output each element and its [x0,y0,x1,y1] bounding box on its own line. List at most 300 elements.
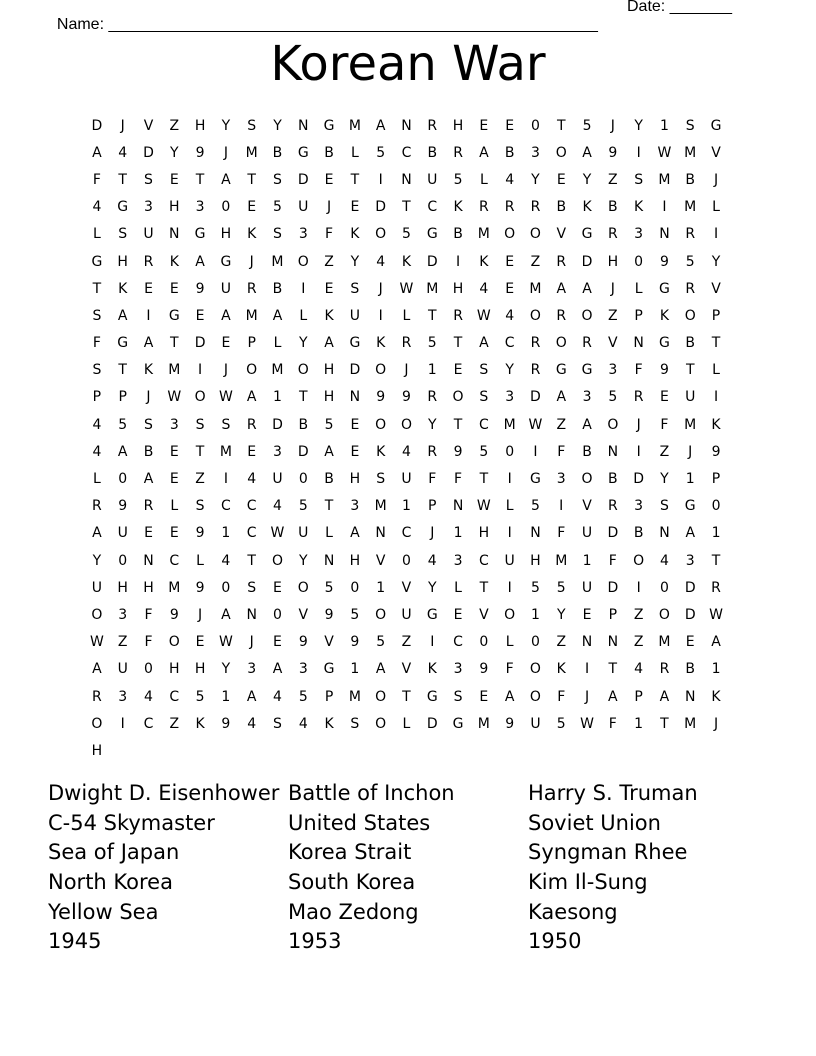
grid-cell[interactable]: O [581,471,593,488]
grid-cell[interactable]: W [399,280,414,297]
grid-cell[interactable]: U [504,552,515,569]
grid-cell[interactable]: C [246,498,257,515]
grid-cell[interactable]: 9 [195,525,205,542]
grid-cell[interactable]: R [427,117,438,134]
grid-cell[interactable]: 3 [298,661,308,678]
grid-cell[interactable]: K [143,362,154,379]
grid-cell[interactable]: E [505,280,515,297]
grid-cell[interactable]: R [143,253,154,270]
grid-cell[interactable]: 3 [634,226,644,243]
grid-cell[interactable]: 4 [247,715,257,732]
grid-cell[interactable]: O [555,335,567,352]
grid-cell[interactable]: I [662,199,667,216]
grid-cell[interactable]: T [195,171,205,188]
grid-cell[interactable]: 0 [659,579,669,596]
grid-cell[interactable]: O [194,389,206,406]
grid-cell[interactable]: V [582,498,592,515]
grid-cell[interactable]: S [350,280,360,297]
grid-cell[interactable]: I [378,307,383,324]
grid-cell[interactable]: D [684,579,696,596]
grid-cell[interactable]: P [247,335,256,352]
grid-cell[interactable]: R [427,389,438,406]
grid-cell[interactable]: T [402,688,411,705]
grid-cell[interactable]: V [711,280,721,297]
grid-cell[interactable]: 3 [530,144,540,161]
grid-cell[interactable]: G [323,661,335,678]
grid-cell[interactable]: B [324,144,334,161]
grid-cell[interactable]: V [143,117,154,134]
grid-cell[interactable]: C [478,552,489,569]
grid-cell[interactable]: I [636,443,641,460]
grid-cell[interactable]: L [505,634,514,651]
grid-cell[interactable]: C [169,688,180,705]
grid-cell[interactable]: H [349,471,361,488]
grid-cell[interactable]: 9 [324,606,334,623]
grid-cell[interactable]: V [556,226,567,243]
grid-cell[interactable]: M [168,362,181,379]
grid-cell[interactable]: T [427,307,437,324]
grid-cell[interactable]: 3 [685,552,695,569]
grid-cell[interactable]: O [504,226,516,243]
grid-cell[interactable]: N [375,525,386,542]
grid-cell[interactable]: O [658,606,670,623]
grid-cell[interactable]: 9 [608,144,618,161]
grid-cell[interactable]: Y [298,335,308,352]
grid-cell[interactable]: 1 [402,498,411,515]
grid-cell[interactable]: Y [92,552,102,569]
grid-cell[interactable]: C [401,144,412,161]
grid-cell[interactable]: 3 [247,661,257,678]
grid-cell[interactable]: 0 [118,471,128,488]
grid-cell[interactable]: K [582,199,592,216]
grid-cell[interactable]: B [298,416,309,433]
grid-cell[interactable]: R [607,498,618,515]
grid-cell[interactable]: V [608,335,618,352]
grid-cell[interactable]: B [685,335,696,352]
grid-cell[interactable]: 4 [144,688,153,705]
grid-cell[interactable]: B [556,199,567,216]
grid-cell[interactable]: 5 [118,416,128,433]
grid-cell[interactable]: H [349,552,361,569]
grid-cell[interactable]: S [479,389,489,406]
grid-cell[interactable]: R [143,498,154,515]
grid-cell[interactable]: R [246,280,257,297]
grid-cell[interactable]: 0 [221,199,231,216]
grid-cell[interactable]: E [195,307,205,324]
grid-cell[interactable]: 4 [221,552,231,569]
grid-cell[interactable]: L [92,226,101,243]
grid-cell[interactable]: N [323,552,335,569]
grid-cell[interactable]: V [324,634,334,651]
grid-cell[interactable]: Z [608,171,618,188]
grid-cell[interactable]: I [713,226,719,243]
grid-cell[interactable]: P [711,307,721,324]
grid-cell[interactable]: T [298,389,308,406]
grid-cell[interactable]: G [659,335,670,352]
grid-cell[interactable]: N [169,226,180,243]
grid-cell[interactable]: V [479,606,489,623]
grid-cell[interactable]: O [529,226,541,243]
grid-cell[interactable]: I [198,362,203,379]
grid-cell[interactable]: A [246,688,257,705]
grid-cell[interactable]: G [91,253,103,270]
grid-cell[interactable]: 4 [376,253,386,270]
grid-cell[interactable]: R [685,226,696,243]
grid-cell[interactable]: 0 [505,443,515,460]
grid-cell[interactable]: A [221,606,231,623]
grid-cell[interactable]: O [297,253,309,270]
grid-cell[interactable]: R [530,199,541,216]
grid-cell[interactable]: 9 [402,389,411,406]
grid-cell[interactable]: G [117,199,129,216]
grid-cell[interactable]: N [607,443,619,460]
grid-cell[interactable]: G [297,144,309,161]
grid-cell[interactable]: 0 [144,661,153,678]
grid-cell[interactable]: B [272,144,283,161]
grid-cell[interactable]: 0 [402,552,411,569]
grid-cell[interactable]: 4 [505,171,515,188]
grid-cell[interactable]: I [507,579,512,596]
grid-cell[interactable]: Y [505,362,514,379]
grid-cell[interactable]: O [400,416,412,433]
grid-cell[interactable]: 5 [376,634,386,651]
grid-cell[interactable]: W [167,389,182,406]
grid-cell[interactable]: Y [531,171,540,188]
grid-cell[interactable]: B [685,661,696,678]
grid-cell[interactable]: A [92,525,102,542]
grid-cell[interactable]: H [169,199,180,216]
grid-cell[interactable]: 5 [479,443,489,460]
grid-cell[interactable]: U [298,199,309,216]
grid-cell[interactable]: A [582,280,592,297]
grid-cell[interactable]: O [375,362,387,379]
grid-cell[interactable]: E [505,253,515,270]
grid-cell[interactable]: C [427,199,438,216]
grid-cell[interactable]: M [684,416,697,433]
grid-cell[interactable]: 4 [505,307,515,324]
grid-cell[interactable]: K [376,335,386,352]
grid-cell[interactable]: T [711,552,721,569]
grid-cell[interactable]: 3 [144,199,153,216]
grid-cell[interactable]: Z [659,443,670,460]
grid-cell[interactable]: G [194,226,206,243]
grid-cell[interactable]: G [426,688,438,705]
grid-cell[interactable]: I [223,471,228,488]
grid-cell[interactable]: L [402,307,411,324]
grid-cell[interactable]: M [684,144,697,161]
grid-cell[interactable]: N [298,117,309,134]
grid-cell[interactable]: 1 [376,579,386,596]
grid-cell[interactable]: 3 [608,362,618,379]
grid-cell[interactable]: 9 [479,661,489,678]
grid-cell[interactable]: J [610,117,615,134]
grid-cell[interactable]: O [375,416,387,433]
grid-cell[interactable]: O [297,579,309,596]
grid-cell[interactable]: G [349,335,361,352]
grid-cell[interactable]: J [610,280,615,297]
grid-cell[interactable]: J [378,280,383,297]
grid-cell[interactable]: R [659,661,670,678]
grid-cell[interactable]: A [92,661,102,678]
grid-cell[interactable]: Y [221,117,231,134]
grid-cell[interactable]: I [507,525,512,542]
grid-cell[interactable]: 1 [221,688,231,705]
grid-cell[interactable]: E [144,525,153,542]
grid-cell[interactable]: 5 [530,579,540,596]
grid-cell[interactable]: Z [169,715,180,732]
grid-cell[interactable]: Z [633,634,644,651]
grid-cell[interactable]: W [657,144,672,161]
grid-cell[interactable]: J [223,144,228,161]
grid-cell[interactable]: S [350,715,360,732]
grid-cell[interactable]: K [711,416,721,433]
grid-cell[interactable]: O [607,416,619,433]
grid-cell[interactable]: M [245,144,258,161]
grid-cell[interactable]: 9 [195,579,205,596]
grid-cell[interactable]: H [452,280,464,297]
grid-cell[interactable]: A [246,389,257,406]
grid-cell[interactable]: A [143,335,154,352]
grid-cell[interactable]: O [504,606,516,623]
grid-cell[interactable]: R [582,335,592,352]
grid-cell[interactable]: P [118,389,127,406]
grid-cell[interactable]: A [375,117,386,134]
grid-cell[interactable]: 1 [273,389,282,406]
grid-cell[interactable]: O [375,606,387,623]
grid-cell[interactable]: M [529,280,542,297]
grid-cell[interactable]: 9 [711,443,721,460]
grid-cell[interactable]: T [608,661,618,678]
grid-cell[interactable]: D [91,117,103,134]
grid-cell[interactable]: 4 [659,552,669,569]
grid-cell[interactable]: 3 [169,416,179,433]
grid-cell[interactable]: O [168,634,180,651]
grid-cell[interactable]: 3 [556,471,566,488]
grid-cell[interactable]: U [530,715,541,732]
grid-cell[interactable]: E [556,171,566,188]
grid-cell[interactable]: Y [582,171,592,188]
grid-cell[interactable]: T [711,335,721,352]
grid-cell[interactable]: G [581,362,593,379]
grid-cell[interactable]: U [349,307,360,324]
grid-cell[interactable]: O [529,688,541,705]
grid-cell[interactable]: D [375,199,387,216]
grid-cell[interactable]: E [169,471,179,488]
grid-cell[interactable]: L [325,525,333,542]
grid-cell[interactable]: O [91,606,103,623]
grid-cell[interactable]: G [659,280,670,297]
grid-cell[interactable]: 3 [273,443,282,460]
grid-cell[interactable]: S [685,117,695,134]
grid-cell[interactable]: E [350,199,360,216]
grid-cell[interactable]: W [218,634,233,651]
grid-cell[interactable]: M [658,171,671,188]
grid-cell[interactable]: 3 [634,498,644,515]
grid-cell[interactable]: D [607,525,619,542]
grid-cell[interactable]: W [528,416,543,433]
grid-cell[interactable]: O [684,307,696,324]
grid-cell[interactable]: E [169,171,179,188]
grid-cell[interactable]: C [220,498,231,515]
grid-cell[interactable]: 4 [273,688,282,705]
grid-cell[interactable]: A [350,525,360,542]
grid-cell[interactable]: 4 [118,144,128,161]
grid-cell[interactable]: F [557,443,566,460]
grid-cell[interactable]: A [479,144,489,161]
grid-cell[interactable]: O [375,688,387,705]
grid-cell[interactable]: Y [427,579,437,596]
grid-cell[interactable]: K [453,199,463,216]
grid-cell[interactable]: M [477,715,490,732]
grid-cell[interactable]: H [452,117,464,134]
grid-cell[interactable]: Y [427,416,437,433]
grid-cell[interactable]: F [454,471,463,488]
grid-cell[interactable]: R [530,362,541,379]
grid-cell[interactable]: 1 [582,552,592,569]
grid-cell[interactable]: O [452,389,464,406]
grid-cell[interactable]: T [685,362,695,379]
grid-cell[interactable]: U [272,471,283,488]
grid-cell[interactable]: B [582,443,592,460]
grid-cell[interactable]: H [117,253,128,270]
grid-cell[interactable]: K [711,688,721,705]
grid-cell[interactable]: E [247,199,257,216]
grid-cell[interactable]: M [348,688,361,705]
grid-cell[interactable]: S [376,471,386,488]
grid-cell[interactable]: 0 [711,498,721,515]
grid-cell[interactable]: L [196,552,204,569]
grid-cell[interactable]: A [375,661,386,678]
grid-cell[interactable]: 4 [298,715,308,732]
grid-cell[interactable]: V [711,144,721,161]
grid-cell[interactable]: A [479,335,489,352]
grid-cell[interactable]: T [479,579,489,596]
grid-cell[interactable]: J [688,443,693,460]
grid-cell[interactable]: J [404,362,409,379]
grid-cell[interactable]: B [453,226,463,243]
grid-cell[interactable]: A [221,307,231,324]
grid-cell[interactable]: S [195,498,205,515]
grid-cell[interactable]: 1 [659,117,669,134]
grid-cell[interactable]: G [684,498,696,515]
grid-cell[interactable]: P [634,688,643,705]
grid-cell[interactable]: K [376,443,386,460]
grid-cell[interactable]: J [146,389,151,406]
grid-cell[interactable]: O [581,307,593,324]
grid-cell[interactable]: E [169,280,179,297]
grid-cell[interactable]: V [375,552,386,569]
grid-cell[interactable]: 5 [427,335,437,352]
grid-cell[interactable]: 5 [376,144,386,161]
grid-cell[interactable]: K [401,253,412,270]
grid-cell[interactable]: N [246,606,257,623]
grid-cell[interactable]: 9 [453,443,463,460]
grid-cell[interactable]: D [684,606,696,623]
grid-cell[interactable]: L [402,715,411,732]
grid-cell[interactable]: J [198,606,203,623]
grid-cell[interactable]: 3 [298,226,308,243]
grid-cell[interactable]: A [324,443,334,460]
grid-cell[interactable]: O [633,552,645,569]
grid-cell[interactable]: R [607,226,618,243]
grid-cell[interactable]: U [117,525,128,542]
grid-cell[interactable]: 5 [608,389,618,406]
grid-cell[interactable]: H [478,525,490,542]
grid-cell[interactable]: J [249,253,254,270]
grid-cell[interactable]: N [659,525,670,542]
grid-cell[interactable]: G [168,307,180,324]
grid-cell[interactable]: I [533,443,538,460]
grid-cell[interactable]: K [634,199,644,216]
grid-cell[interactable]: L [350,144,359,161]
grid-cell[interactable]: H [194,117,206,134]
grid-cell[interactable]: 1 [453,525,463,542]
grid-cell[interactable]: 9 [505,715,515,732]
grid-cell[interactable]: 1 [221,525,231,542]
grid-cell[interactable]: C [504,335,515,352]
grid-cell[interactable]: 9 [169,606,179,623]
grid-cell[interactable]: M [168,579,181,596]
grid-cell[interactable]: O [375,715,387,732]
grid-cell[interactable]: L [299,307,308,324]
grid-cell[interactable]: S [453,688,463,705]
grid-cell[interactable]: V [401,579,412,596]
grid-cell[interactable]: 5 [273,199,282,216]
grid-cell[interactable]: P [608,606,618,623]
grid-cell[interactable]: F [634,362,643,379]
grid-cell[interactable]: E [685,634,695,651]
grid-cell[interactable]: 5 [195,688,205,705]
grid-cell[interactable]: 5 [530,498,540,515]
grid-cell[interactable]: D [297,171,309,188]
grid-cell[interactable]: J [249,634,254,651]
grid-cell[interactable]: A [504,688,515,705]
grid-cell[interactable]: M [348,117,361,134]
grid-cell[interactable]: 0 [634,253,644,270]
grid-cell[interactable]: G [710,117,722,134]
grid-cell[interactable]: Y [170,144,179,161]
grid-cell[interactable]: N [633,335,644,352]
grid-cell[interactable]: U [298,525,309,542]
grid-cell[interactable]: J [223,362,228,379]
grid-cell[interactable]: R [711,579,721,596]
grid-cell[interactable]: M [271,253,284,270]
grid-cell[interactable]: T [170,335,179,352]
grid-cell[interactable]: A [195,253,205,270]
grid-cell[interactable]: 0 [118,552,128,569]
grid-cell[interactable]: B [143,443,154,460]
grid-cell[interactable]: D [607,579,619,596]
grid-cell[interactable]: A [324,335,334,352]
grid-cell[interactable]: W [476,307,491,324]
grid-cell[interactable]: 3 [118,606,128,623]
grid-cell[interactable]: S [659,498,669,515]
grid-cell[interactable]: 3 [350,498,360,515]
grid-cell[interactable]: R [530,335,541,352]
grid-cell[interactable]: H [607,253,619,270]
grid-cell[interactable]: 5 [324,416,334,433]
grid-cell[interactable]: H [323,389,335,406]
grid-cell[interactable]: U [401,606,412,623]
grid-cell[interactable]: F [92,171,101,188]
grid-cell[interactable]: G [220,253,232,270]
grid-cell[interactable]: M [658,634,671,651]
grid-cell[interactable]: A [272,661,283,678]
grid-cell[interactable]: I [584,661,590,678]
grid-cell[interactable]: A [556,389,567,406]
grid-cell[interactable]: 5 [556,715,566,732]
grid-cell[interactable]: A [221,171,231,188]
